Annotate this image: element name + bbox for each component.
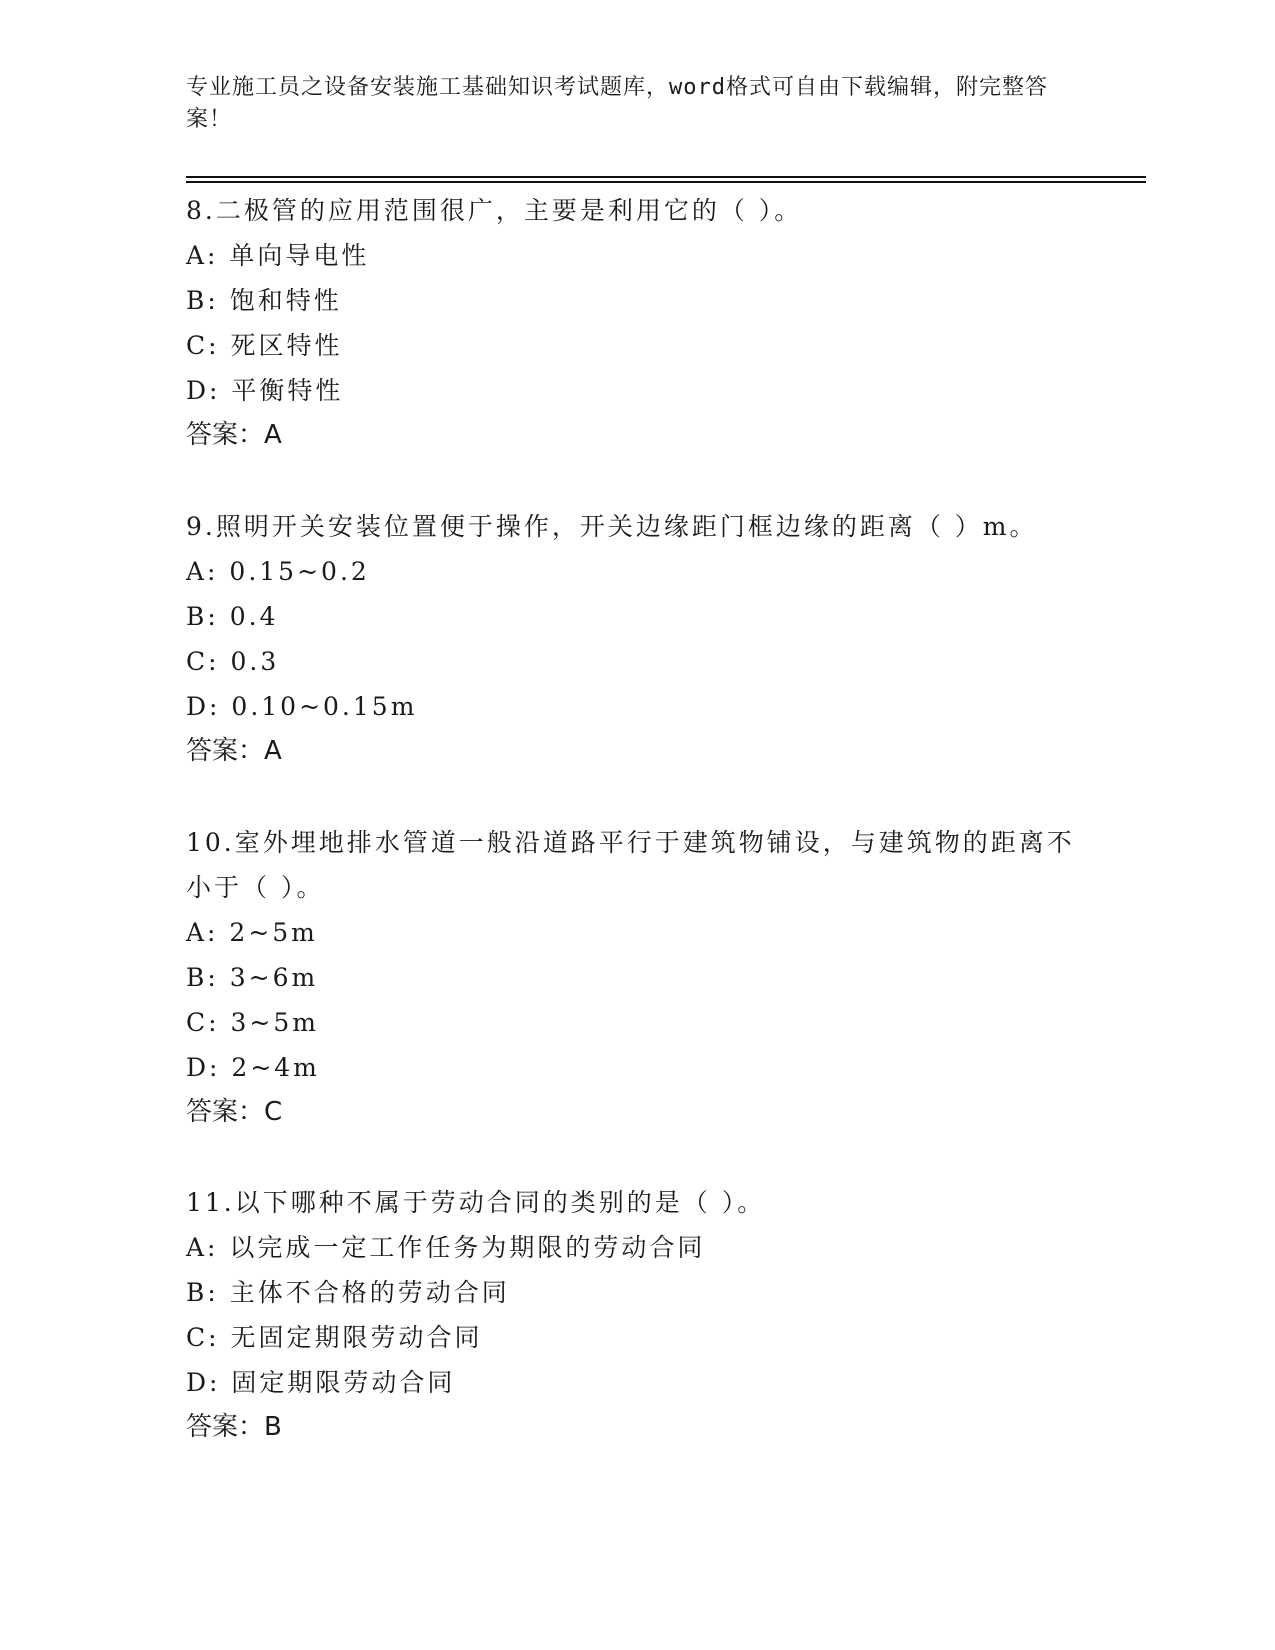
question-title: 8.二极管的应用范围很广，主要是利用它的（ ）。 <box>186 196 803 225</box>
option-c: C: 无固定期限劳动合同 <box>186 1323 483 1352</box>
question-title: 9.照明开关安装位置便于操作，开关边缘距门框边缘的距离（ ）m。 <box>186 512 1038 541</box>
answer-line: 答案：B <box>186 1412 282 1442</box>
header-divider-top <box>186 176 1146 178</box>
option-b: B: 主体不合格的劳动合同 <box>186 1278 510 1307</box>
option-d: D: 平衡特性 <box>186 376 344 405</box>
option-c: C: 死区特性 <box>186 331 343 360</box>
option-a: A: 2~5m <box>186 918 318 947</box>
option-d: D: 固定期限劳动合同 <box>186 1368 456 1397</box>
option-c: C: 0.3 <box>186 647 280 676</box>
question-11 <box>186 1180 1086 1450</box>
answer-line: 答案：A <box>186 736 282 766</box>
option-a: A: 0.15~0.2 <box>186 557 370 586</box>
question-9 <box>186 504 1086 774</box>
answer-line: 答案：A <box>186 420 282 450</box>
option-b: B: 0.4 <box>186 602 279 631</box>
option-a: A: 单向导电性 <box>186 241 370 270</box>
header-divider-bottom <box>186 181 1146 183</box>
option-a: A: 以完成一定工作任务为期限的劳动合同 <box>186 1233 706 1262</box>
question-title: 10.室外埋地排水管道一般沿道路平行于建筑物铺设，与建筑物的距离不小于（ ）。 <box>186 828 1075 902</box>
question-title: 11.以下哪种不属于劳动合同的类别的是（ ）。 <box>186 1188 766 1217</box>
answer-line: 答案：C <box>186 1097 283 1127</box>
option-d: D: 0.10~0.15m <box>186 692 418 721</box>
option-d: D: 2~4m <box>186 1053 320 1082</box>
question-8 <box>186 188 1086 458</box>
option-b: B: 3~6m <box>186 963 319 992</box>
document-intro: 专业施工员之设备安装施工基础知识考试题库，word格式可自由下载编辑，附完整答案！ <box>186 75 1048 132</box>
option-b: B: 饱和特性 <box>186 286 342 315</box>
question-10 <box>186 820 1086 1135</box>
option-c: C: 3~5m <box>186 1008 319 1037</box>
